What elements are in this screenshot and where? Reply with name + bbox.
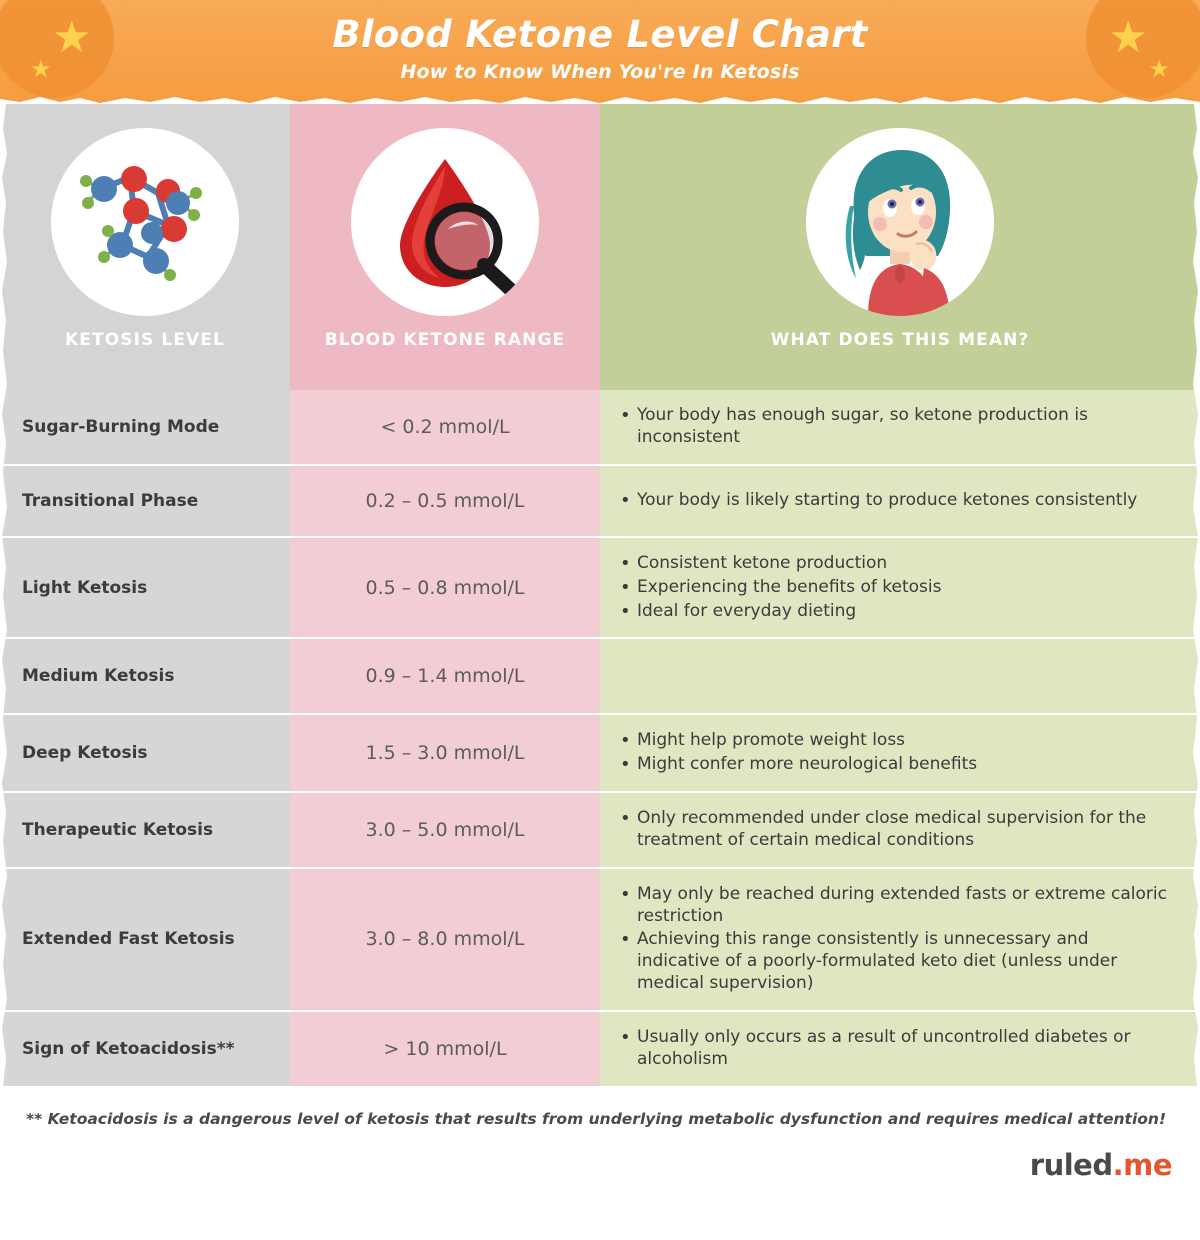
column-header-level <box>0 104 290 390</box>
meaning-bullet: • Achieving this range consistently is unnecessary and indicative of a poorly-formulated keto diet (unless under medical supervision) <box>620 929 1174 994</box>
cell-ketosis-level: Light Ketosis <box>0 538 290 639</box>
table-row <box>0 793 1200 869</box>
star-icon: ★ <box>30 56 52 83</box>
torn-edge-right <box>1190 104 1200 1088</box>
table-row <box>0 466 1200 538</box>
cell-ketone-range: < 0.2 mmol/L <box>290 390 600 466</box>
cell-meaning <box>600 639 1200 715</box>
meaning-bullet: • Usually only occurs as a result of uncontrolled diabetes or alcoholism <box>620 1027 1174 1071</box>
cell-ketosis-level: Sugar-Burning Mode <box>0 390 290 466</box>
column-header-range <box>290 104 600 390</box>
header-banner <box>0 0 1200 104</box>
brand-suffix: .me <box>1112 1147 1172 1182</box>
cell-ketone-range: 3.0 – 5.0 mmol/L <box>290 793 600 869</box>
cell-ketosis-level: Extended Fast Ketosis <box>0 869 290 1012</box>
table-row <box>0 715 1200 793</box>
meaning-bullet: • Consistent ketone production <box>620 553 887 575</box>
torn-edge-decoration <box>0 93 1200 104</box>
molecule-icon <box>51 128 239 316</box>
column-header-meaning-label: WHAT DOES THIS MEAN? <box>770 330 1030 350</box>
column-header-range-label: BLOOD KETONE RANGE <box>324 330 566 350</box>
star-icon: ★ <box>1148 56 1170 83</box>
cell-meaning <box>600 390 1200 466</box>
cell-meaning <box>600 466 1200 538</box>
page-subtitle: How to Know When You're In Ketosis <box>400 60 800 83</box>
meaning-bullet: • May only be reached during extended fasts or extreme caloric restriction <box>620 884 1174 928</box>
footnote-text: ** Ketoacidosis is a dangerous level of ketosis that results from underlying metabolic dysfunction and requires medical attention! <box>26 1109 1167 1128</box>
cell-ketosis-level: Medium Ketosis <box>0 639 290 715</box>
meaning-bullet: • Might help promote weight loss <box>620 730 905 752</box>
cell-meaning <box>600 538 1200 639</box>
table-row <box>0 538 1200 639</box>
cell-ketone-range: > 10 mmol/L <box>290 1012 600 1088</box>
star-icon: ★ <box>1108 13 1148 62</box>
brand-row <box>0 1132 1200 1182</box>
star-icon: ★ <box>52 13 92 62</box>
table-row <box>0 390 1200 466</box>
brand-logo[interactable] <box>1030 1148 1172 1182</box>
cell-ketone-range: 0.9 – 1.4 mmol/L <box>290 639 600 715</box>
meaning-bullet: • Experiencing the benefits of ketosis <box>620 577 941 599</box>
column-header-level-label: KETOSIS LEVEL <box>65 330 225 350</box>
blood-drop-magnifier-icon <box>351 128 539 316</box>
meaning-bullet: • Might confer more neurological benefits <box>620 754 977 776</box>
cell-ketosis-level: Deep Ketosis <box>0 715 290 793</box>
cell-ketosis-level: Therapeutic Ketosis <box>0 793 290 869</box>
cell-meaning <box>600 1012 1200 1088</box>
column-header-meaning <box>600 104 1200 390</box>
table-row <box>0 1012 1200 1088</box>
cell-ketone-range: 0.2 – 0.5 mmol/L <box>290 466 600 538</box>
meaning-bullet: • Your body is likely starting to produce ketones consistently <box>620 490 1137 512</box>
cell-meaning <box>600 793 1200 869</box>
cell-meaning <box>600 869 1200 1012</box>
cell-meaning <box>600 715 1200 793</box>
footnote-section <box>0 1088 1200 1132</box>
table-body <box>0 390 1200 1088</box>
meaning-bullet: • Your body has enough sugar, so ketone production is inconsistent <box>620 405 1174 449</box>
meaning-bullet: • Only recommended under close medical supervision for the treatment of certain medical conditions <box>620 808 1174 852</box>
table-header-row <box>0 104 1200 390</box>
cell-ketosis-level: Sign of Ketoacidosis** <box>0 1012 290 1088</box>
page-title: Blood Ketone Level Chart <box>332 13 868 56</box>
cell-ketosis-level: Transitional Phase <box>0 466 290 538</box>
cell-ketone-range: 1.5 – 3.0 mmol/L <box>290 715 600 793</box>
cell-ketone-range: 0.5 – 0.8 mmol/L <box>290 538 600 639</box>
ketone-table <box>0 104 1200 1088</box>
table-row <box>0 639 1200 715</box>
torn-edge-left <box>0 104 10 1088</box>
brand-name: ruled <box>1029 1147 1113 1182</box>
cell-ketone-range: 3.0 – 8.0 mmol/L <box>290 869 600 1012</box>
table-row <box>0 869 1200 1012</box>
meaning-bullet: • Ideal for everyday dieting <box>620 601 856 623</box>
thinking-person-icon <box>806 128 994 316</box>
